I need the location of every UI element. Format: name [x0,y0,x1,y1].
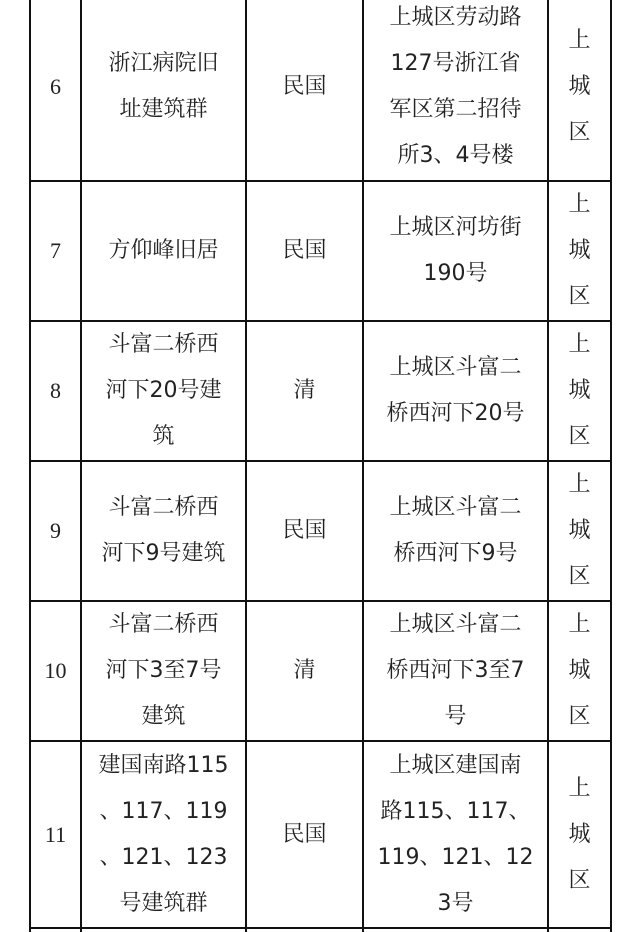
address: 上城区建国南 路115、117、 119、121、12 3号 [377,752,534,916]
district: 上 城 区 [568,775,591,893]
district: 上 城 区 [568,612,591,729]
site-name: 建国南路115 、117、119 、121、123 号建筑群 [98,752,229,916]
address: 上城区斗富二 桥西河下20号 [386,355,525,426]
site-name: 斗富二桥西 河下3至7号 建筑 [105,612,222,729]
district: 上 城 区 [568,332,591,449]
era: 民国 [282,74,327,99]
row-number: 8 [50,378,61,403]
table-border-right [610,0,612,932]
row-number: 10 [44,658,67,683]
address: 上城区河坊街 190号 [389,215,522,286]
row-divider [29,927,612,929]
address: 上城区劳动路 127号浙江省 军区第二招待 所3、4号楼 [389,5,522,168]
row-number: 6 [50,74,61,99]
site-name: 方仰峰旧居 [108,238,219,263]
site-name: 斗富二桥西 河下20号建 筑 [105,332,222,449]
site-name: 斗富二桥西 河下9号建筑 [101,495,226,566]
address: 上城区斗富二 桥西河下9号 [389,495,522,566]
row-number: 11 [44,821,67,847]
row-number: 7 [50,238,61,263]
era: 民国 [282,238,327,263]
row-number: 9 [50,518,61,543]
district: 上 城 区 [568,472,591,589]
era: 民国 [282,821,327,847]
era: 清 [293,658,316,683]
era: 清 [293,378,316,403]
address: 上城区斗富二 桥西河下3至7 号 [386,612,525,729]
district: 上 城 区 [568,28,591,145]
district: 上 城 区 [568,192,591,309]
site-name: 浙江病院旧 址建筑群 [108,51,219,122]
era: 民国 [282,518,327,543]
